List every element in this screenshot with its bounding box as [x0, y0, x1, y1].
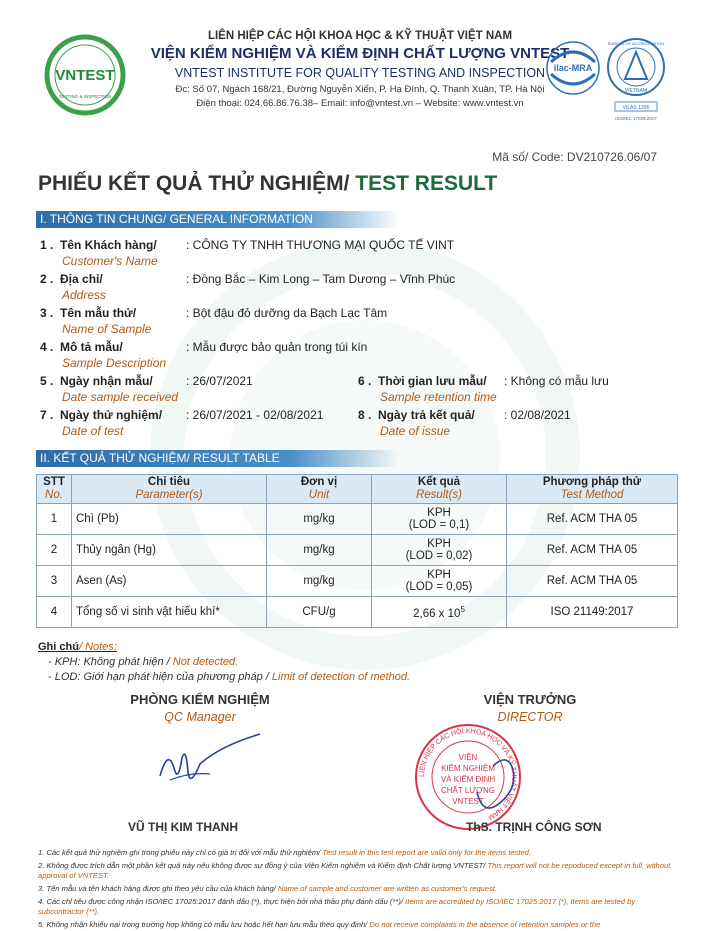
qc-title: PHÒNG KIỂM NGHIỆM	[130, 692, 270, 707]
qc-name: VŨ THỊ KIM THANH	[128, 820, 238, 834]
document-code: Mã số/ Code: DV210726.06/07	[492, 150, 657, 164]
section-result-table: II. KẾT QUẢ THỬ NGHIỆM/ RESULT TABLE	[36, 450, 400, 467]
result-table	[36, 474, 678, 628]
info-label-en: Sample Description	[62, 356, 167, 370]
section-general-info: I. THÔNG TIN CHUNG/ GENERAL INFORMATION	[36, 211, 400, 228]
stamp-line1: VIỆN	[458, 753, 478, 762]
org-name-vn: VIỆN KIỂM NGHIỆM VÀ KIỂM ĐỊNH CHẤT LƯỢNG VNTEST	[150, 45, 570, 62]
qc-signature	[150, 728, 270, 798]
boa-standard: ISO/IEC 17025:2017	[615, 116, 657, 121]
header-unit: Đơn vị Unit	[267, 475, 372, 504]
org-contact: Điện thoại: 024.66.86.76.38– Email: info@vntest.vn – Website: www.vntest.vn	[196, 98, 524, 109]
info-label-vn: Ngày trả kết quả/	[378, 408, 475, 422]
info-num: 2 .	[40, 272, 54, 286]
cell-method: Ref. ACM THA 05	[507, 535, 678, 566]
logo-ring-text: TESTING & INSPECTION	[58, 94, 112, 99]
logo-text: VNTEST	[55, 67, 115, 84]
header-method: Phương pháp thử Test Method	[507, 475, 678, 504]
director-title: VIỆN TRƯỞNG	[483, 692, 577, 707]
info-label-vn: Ngày nhận mẫu/	[60, 374, 153, 388]
info-label-vn: Tên mẫu thử/	[60, 306, 137, 320]
info-num: 4 .	[40, 340, 54, 354]
info-retention-time	[358, 374, 678, 404]
ilac-mra-logo	[545, 40, 601, 96]
footnote-3: 3. Tên mẫu và tên khách hàng được ghi theo yêu cầu của khách hàng/ Name of sample and customer are written as customer's request.	[38, 884, 498, 893]
cell-parameter: Thủy ngân (Hg)	[72, 535, 267, 566]
signature-qc-manager	[100, 692, 300, 724]
cell-result: KPH (LOD = 0,02)	[372, 535, 507, 566]
cell-result: 2,66 x $10^5$	[372, 597, 507, 628]
info-label-en: Customer's Name	[62, 254, 158, 268]
ilac-text: ilac-MRA	[553, 63, 593, 73]
info-num: 5 .	[40, 374, 54, 388]
info-value: : CÔNG TY TNHH THƯƠNG MẠI QUỐC TẾ VINT	[186, 238, 455, 252]
stamp-ring-text: LIÊN HIỆP CÁC HỘI KHOA HỌC VÀ KỸ THUẬT VIỆT NAM	[418, 727, 518, 821]
cell-unit: mg/kg	[267, 535, 372, 566]
stamp-line3: VÀ KIỂM ĐỊNH	[440, 775, 496, 784]
cell-parameter: Asen (As)	[72, 566, 267, 597]
info-label-en: Name of Sample	[62, 322, 152, 336]
boa-text: BUREAU OF ACCREDITATION	[607, 41, 665, 46]
cell-no: 2	[37, 535, 72, 566]
info-label-en: Sample retention time	[380, 390, 497, 404]
director-title-en: DIRECTOR	[497, 710, 563, 724]
footnote-4: 4. Các chỉ tiêu được công nhận ISO/IEC 17025:2017 đánh dấu (*), thực hiện bởi nhà thầu phụ đánh dấu (**)/ Items are accredited by ISO/IEC 17025:2017 (*), Items are tested by subcontractor (**).	[38, 897, 636, 916]
info-num: 3 .	[40, 306, 54, 320]
info-value: : Đồng Bắc – Kim Long – Tam Dương – Vĩnh Phúc	[186, 272, 456, 286]
cell-unit: mg/kg	[267, 566, 372, 597]
director-name: ThS. TRỊNH CÔNG SƠN	[466, 820, 602, 834]
note-kph: - KPH: Không phát hiện / Not detected.	[48, 656, 239, 668]
info-label-en: Date of test	[62, 424, 124, 438]
info-num: 1 .	[40, 238, 54, 252]
org-address: Đc: Số 07, Ngách 168/21, Đường Nguyễn Xiển, P. Hạ Đình, Q. Thanh Xuân, TP. Hà Nội	[175, 84, 545, 95]
footnote-2: 2. Không được trích dẫn một phần kết quả này nếu không được sự đồng ý của Viện Kiểm nghiệm và Kiểm định Chất lượng VNTEST/ This report will not be repoduced except in full, without approval of VNTEST.	[38, 861, 671, 880]
header-text	[130, 26, 590, 109]
document-header	[0, 18, 719, 128]
table-header-row	[37, 475, 678, 504]
cell-parameter: Chì (Pb)	[72, 504, 267, 535]
title-vn: PHIẾU KẾT QUẢ THỬ NGHIỆM/	[38, 172, 356, 195]
table-row	[37, 597, 678, 628]
cell-parameter: Tổng số vi sinh vật hiếu khí*	[72, 597, 267, 628]
info-customer	[40, 238, 680, 268]
cell-result: KPH (LOD = 0,1)	[372, 504, 507, 535]
cell-no: 1	[37, 504, 72, 535]
red-stamp	[413, 722, 523, 832]
info-date-issue	[358, 408, 678, 438]
info-label-vn: Mô tả mẫu/	[60, 340, 123, 354]
info-value: : 02/08/2021	[504, 408, 571, 422]
cell-unit: mg/kg	[267, 504, 372, 535]
vntest-logo	[44, 34, 126, 116]
info-value: : 26/07/2021 - 02/08/2021	[186, 408, 324, 422]
header-result: Kết quả Result(s)	[372, 475, 507, 504]
cell-method: ISO 21149:2017	[507, 597, 678, 628]
info-label-en: Address	[62, 288, 107, 302]
cell-no: 4	[37, 597, 72, 628]
stamp-line4: CHẤT LƯỢNG	[441, 786, 495, 795]
cell-method: Ref. ACM THA 05	[507, 566, 678, 597]
info-sample-name	[40, 306, 680, 336]
signature-director	[430, 692, 630, 724]
table-row	[37, 566, 678, 597]
footnote-5: 5. Không nhận khiếu nại trong trường hợp không có mẫu lưu hoặc hết hạn lưu mẫu theo quy định/ Do not receive complaints in the absence of retention samples or the	[38, 920, 601, 929]
cell-method: Ref. ACM THA 05	[507, 504, 678, 535]
boa-accreditation-logo	[605, 36, 667, 128]
qc-title-en: QC Manager	[164, 710, 236, 724]
header-no: STT No.	[37, 475, 72, 504]
info-num: 7 .	[40, 408, 54, 422]
info-value: : Mẫu được bảo quản trong túi kín	[186, 340, 368, 354]
table-row	[37, 535, 678, 566]
note-lod: - LOD: Giới hạn phát hiện của phương pháp / Limit of detection of method.	[48, 671, 411, 683]
info-num: 6 .	[358, 374, 372, 388]
info-sample-description	[40, 340, 680, 370]
info-value: : Không có mẫu lưu	[504, 374, 609, 388]
stamp-line2: KIỂM NGHIỆM	[441, 764, 495, 773]
info-label-en: Date sample received	[62, 390, 179, 404]
cell-no: 3	[37, 566, 72, 597]
info-num: 8 .	[358, 408, 372, 422]
info-value: : 26/07/2021	[186, 374, 253, 388]
org-parent: LIÊN HIỆP CÁC HỘI KHOA HỌC & KỸ THUẬT VIỆT NAM	[207, 30, 513, 42]
info-label-vn: Địa chỉ/	[60, 272, 103, 286]
notes	[38, 640, 410, 685]
cell-result: KPH (LOD = 0,05)	[372, 566, 507, 597]
page-title	[38, 172, 497, 196]
footnotes	[38, 848, 683, 931]
stamp-line5: VNTEST	[452, 797, 484, 806]
boa-country: VIETNAM	[624, 88, 648, 94]
info-label-vn: Tên Khách hàng/	[60, 238, 157, 252]
title-en: TEST RESULT	[355, 172, 498, 195]
notes-heading: Ghi chú/ Notes:	[38, 641, 117, 653]
info-date-test	[40, 408, 350, 438]
table-row	[37, 504, 678, 535]
cell-unit: CFU/g	[267, 597, 372, 628]
boa-code: VILAS 1296	[622, 105, 650, 111]
footnote-1: 1. Các kết quả thử nghiệm ghi trong phiếu này chỉ có giá trị đối với mẫu thử nghiệm/ Test result in this test report are valid only for the items tested.	[38, 848, 532, 857]
info-label-vn: Thời gian lưu mẫu/	[378, 374, 487, 388]
header-parameter: Chỉ tiêu Parameter(s)	[72, 475, 267, 504]
org-name-en: VNTEST INSTITUTE FOR QUALITY TESTING AND INSPECTION	[174, 66, 546, 80]
info-value: : Bột đậu đỏ dưỡng da Bạch Lạc Tâm	[186, 306, 388, 320]
info-label-vn: Ngày thử nghiệm/	[60, 408, 163, 422]
info-date-received	[40, 374, 340, 404]
info-address	[40, 272, 680, 302]
info-label-en: Date of issue	[380, 424, 451, 438]
